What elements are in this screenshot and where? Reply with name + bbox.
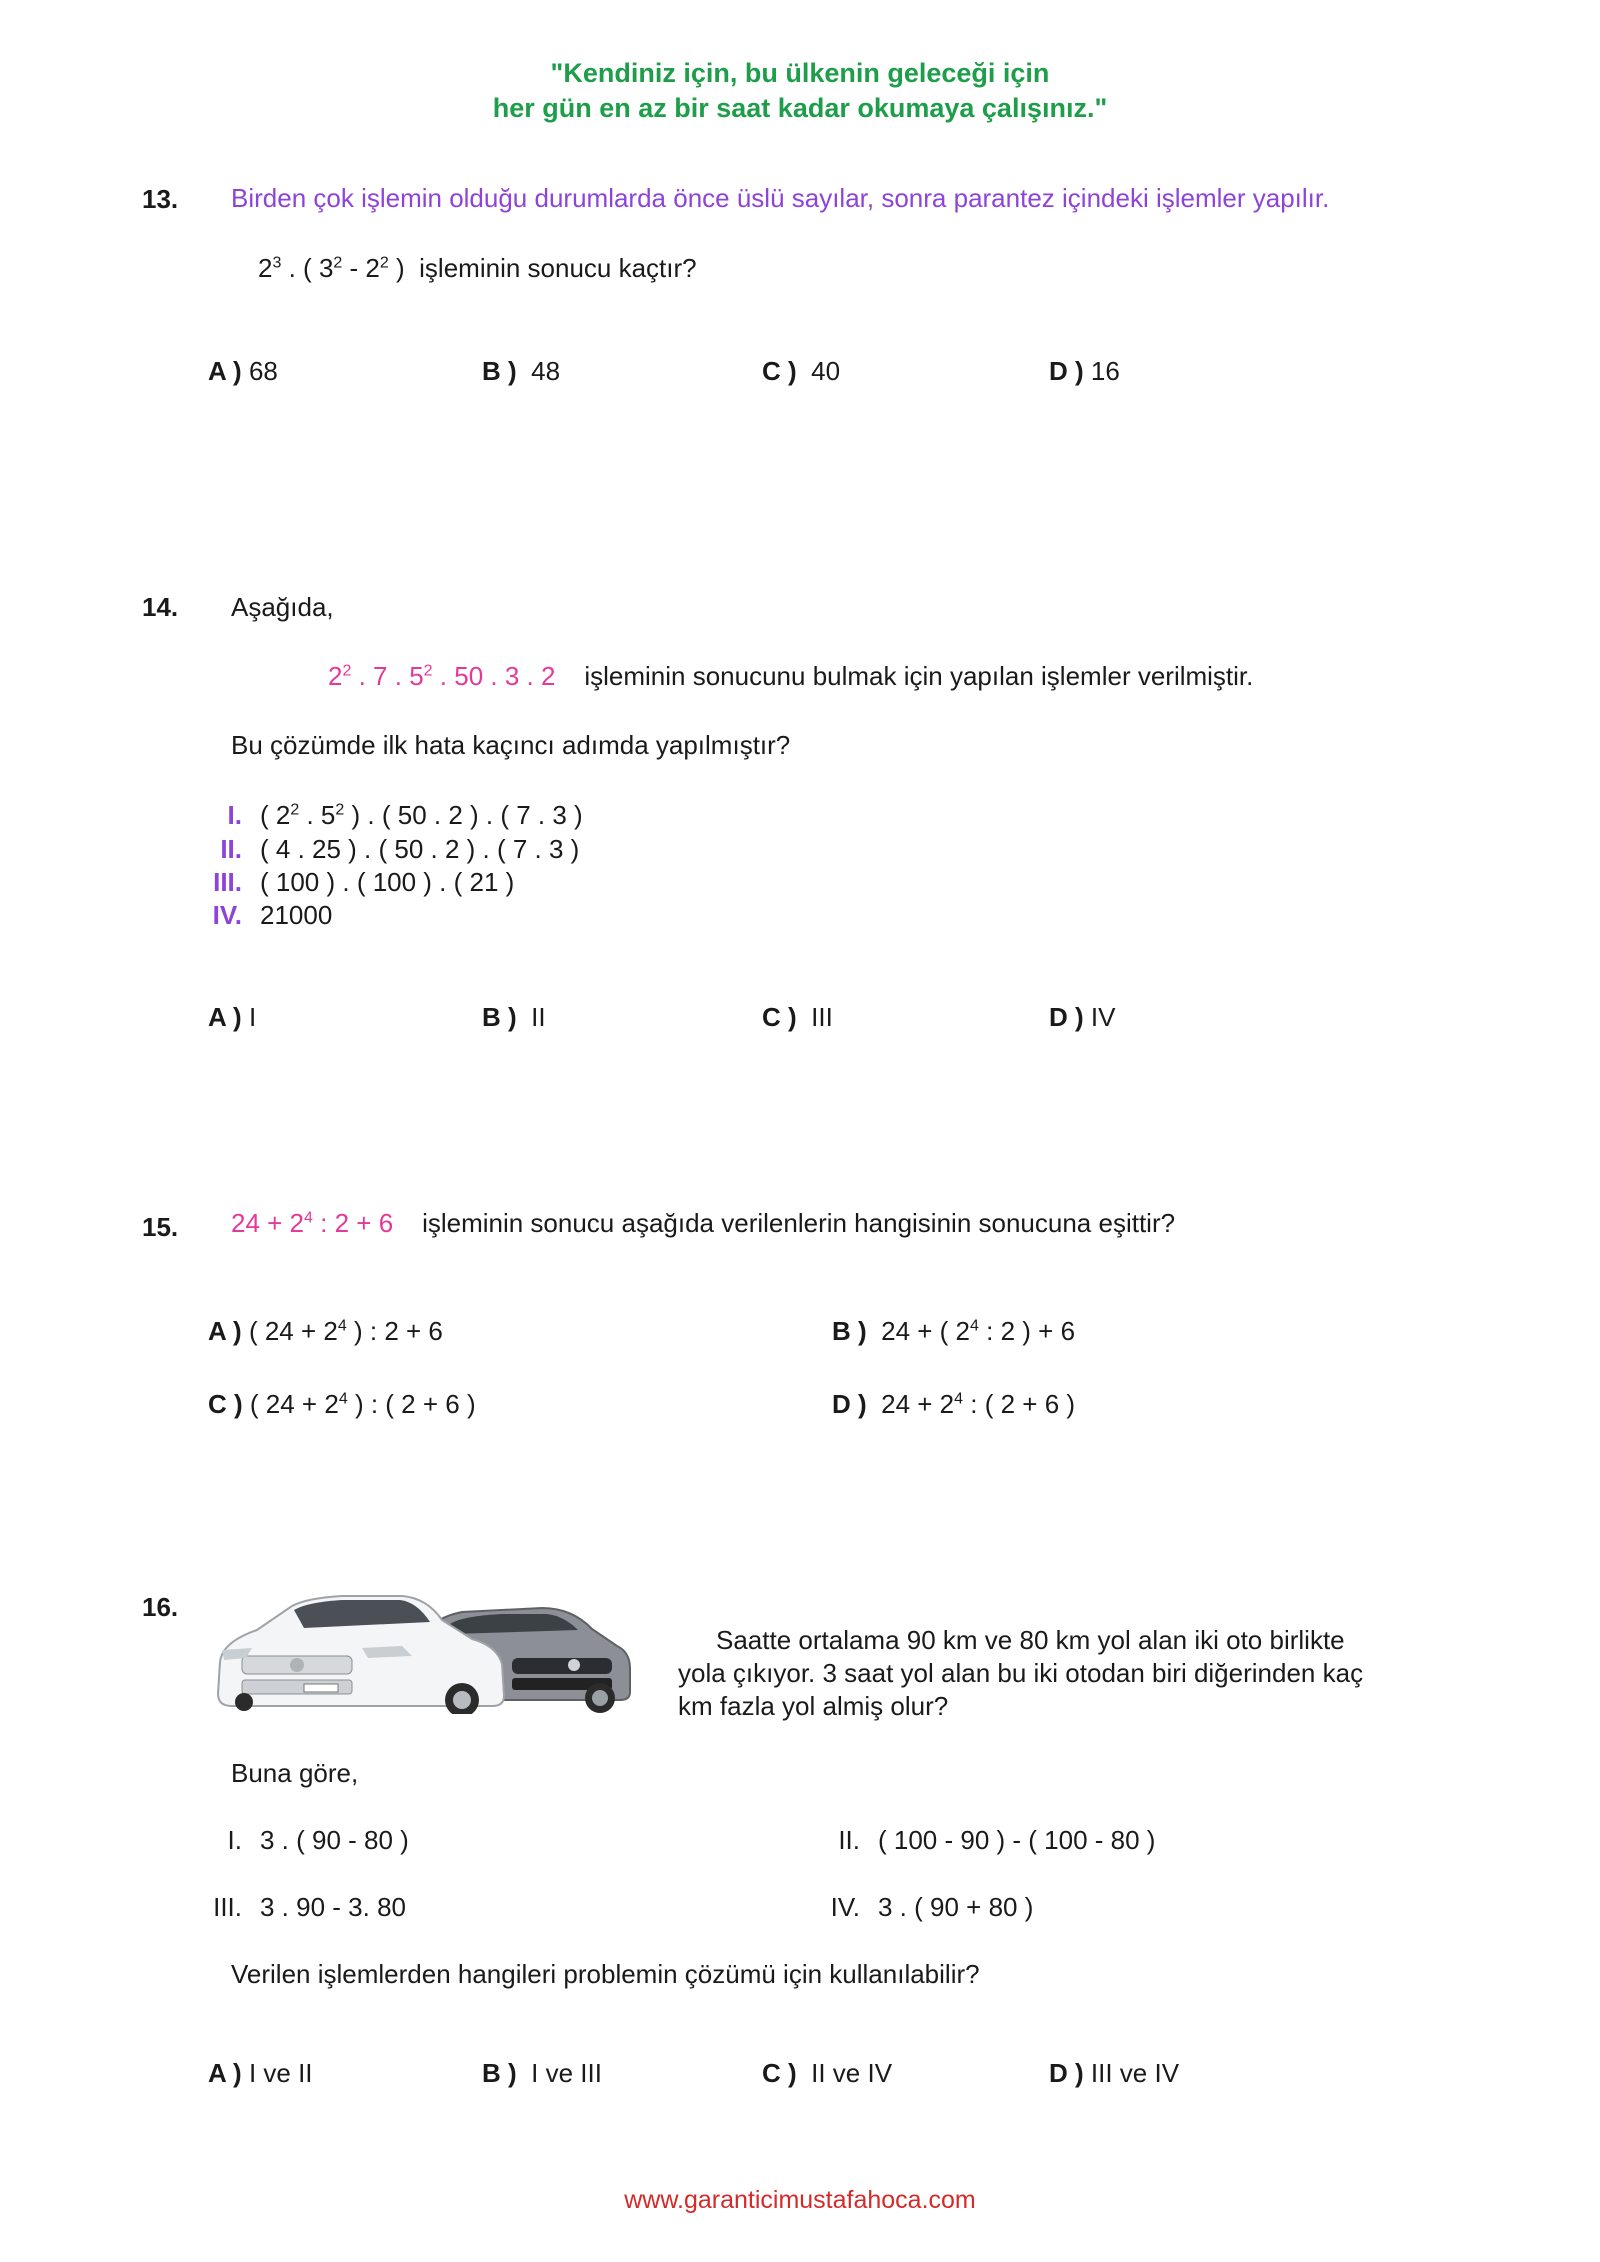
question-14-intro: Aşağıda, bbox=[231, 592, 334, 622]
question-16-option-c[interactable]: C ) II ve IV bbox=[762, 2058, 893, 2088]
footer-url[interactable]: www.garanticimustafahoca.com bbox=[624, 2186, 976, 2214]
question-13-option-c[interactable]: C ) 40 bbox=[762, 356, 841, 386]
question-15-option-a[interactable]: A ) ( $24 + 2^4$ ) : 2 + 6 bbox=[208, 1316, 443, 1346]
question-14-option-d[interactable]: D ) IV bbox=[1049, 1002, 1116, 1032]
question-14-step-2: II. ( 4 . 25 ) . ( 50 . 2 ) . ( 7 . 3 ) bbox=[220, 834, 580, 864]
question-14-step-4: IV. 21000 bbox=[212, 900, 333, 930]
question-14-question: Bu çözümde ilk hata kaçıncı adımda yapılmıştır? bbox=[231, 730, 791, 760]
question-14-option-b[interactable]: B ) II bbox=[482, 1002, 546, 1032]
question-15-option-b[interactable]: B ) 24 + ( $2^4$ : 2 ) + 6 bbox=[832, 1316, 1076, 1346]
question-14-step-3: III. ( 100 ) . ( 100 ) . ( 21 ) bbox=[213, 867, 515, 897]
question-15-expression: $24 + 2^4$ : 2 + 6 işleminin sonucu aşağıda verilenlerin hangisinin sonucuna eşittir? bbox=[231, 1208, 1176, 1238]
cars-image bbox=[212, 1584, 632, 1714]
question-16-problem-line-1: Saatte ortalama 90 km ve 80 km yol alan iki oto birlikte bbox=[716, 1625, 1345, 1655]
question-16-item-1: I. 3 . ( 90 - 80 ) bbox=[227, 1825, 409, 1855]
question-16-problem-line-3: km fazla yol almiş olur? bbox=[678, 1691, 949, 1721]
question-14-option-c[interactable]: C ) III bbox=[762, 1002, 833, 1032]
question-13-expression: $2^3$ . ( $3^2 - 2^2$ ) işleminin sonucu kaçtır? bbox=[258, 253, 697, 283]
question-13-option-a[interactable]: A ) 68 bbox=[208, 356, 278, 386]
question-16-intro: Buna göre, bbox=[231, 1758, 359, 1788]
question-13-number: 13. bbox=[142, 184, 179, 214]
question-14-expression: $2^2$ . 7 . $5^2$ . 50 . 3 . 2 işleminin sonucunu bulmak için yapılan işlemler verilmiştir. bbox=[328, 661, 1254, 691]
question-16-question: Verilen işlemlerden hangileri problemin çözümü için kullanılabilir? bbox=[231, 1959, 980, 1989]
question-16-item-3: III. 3 . 90 - 3. 80 bbox=[213, 1892, 406, 1922]
question-16-number: 16. bbox=[142, 1592, 179, 1622]
question-13-option-b[interactable]: B ) 48 bbox=[482, 356, 561, 386]
question-13-option-d[interactable]: D ) 16 bbox=[1049, 356, 1120, 386]
question-16-item-4: IV. 3 . ( 90 + 80 ) bbox=[830, 1892, 1034, 1922]
question-13-rule: Birden çok işlemin olduğu durumlarda önce üslü sayılar, sonra parantez içindeki işlemler yapılır. bbox=[231, 183, 1330, 213]
question-15-number: 15. bbox=[142, 1212, 179, 1242]
question-16-item-2: II. ( 100 - 90 ) - ( 100 - 80 ) bbox=[838, 1825, 1156, 1855]
question-15-option-d[interactable]: D ) $24 + 2^4$ : ( 2 + 6 ) bbox=[832, 1389, 1076, 1419]
header-quote-line-1: "Kendiniz için, bu ülkenin geleceği için bbox=[550, 58, 1050, 88]
header-quote-line-2: her gün en az bir saat kadar okumaya çalışınız." bbox=[492, 93, 1108, 123]
question-16-option-d[interactable]: D ) III ve IV bbox=[1049, 2058, 1180, 2088]
question-16-problem-line-2: yola çıkıyor. 3 saat yol alan bu iki otodan biri diğerinden kaç bbox=[678, 1658, 1364, 1688]
question-15-option-c[interactable]: C ) ( $24 + 2^4$ ) : ( 2 + 6 ) bbox=[208, 1389, 476, 1419]
question-16-option-a[interactable]: A ) I ve II bbox=[208, 2058, 313, 2088]
question-14-number: 14. bbox=[142, 592, 179, 622]
question-14-step-1: I. ( $2^2$ . $5^2$ ) . ( 50 . 2 ) . ( 7 . 3 ) bbox=[227, 800, 583, 830]
question-16-option-b[interactable]: B ) I ve III bbox=[482, 2058, 602, 2088]
question-14-option-a[interactable]: A ) I bbox=[208, 1002, 257, 1032]
